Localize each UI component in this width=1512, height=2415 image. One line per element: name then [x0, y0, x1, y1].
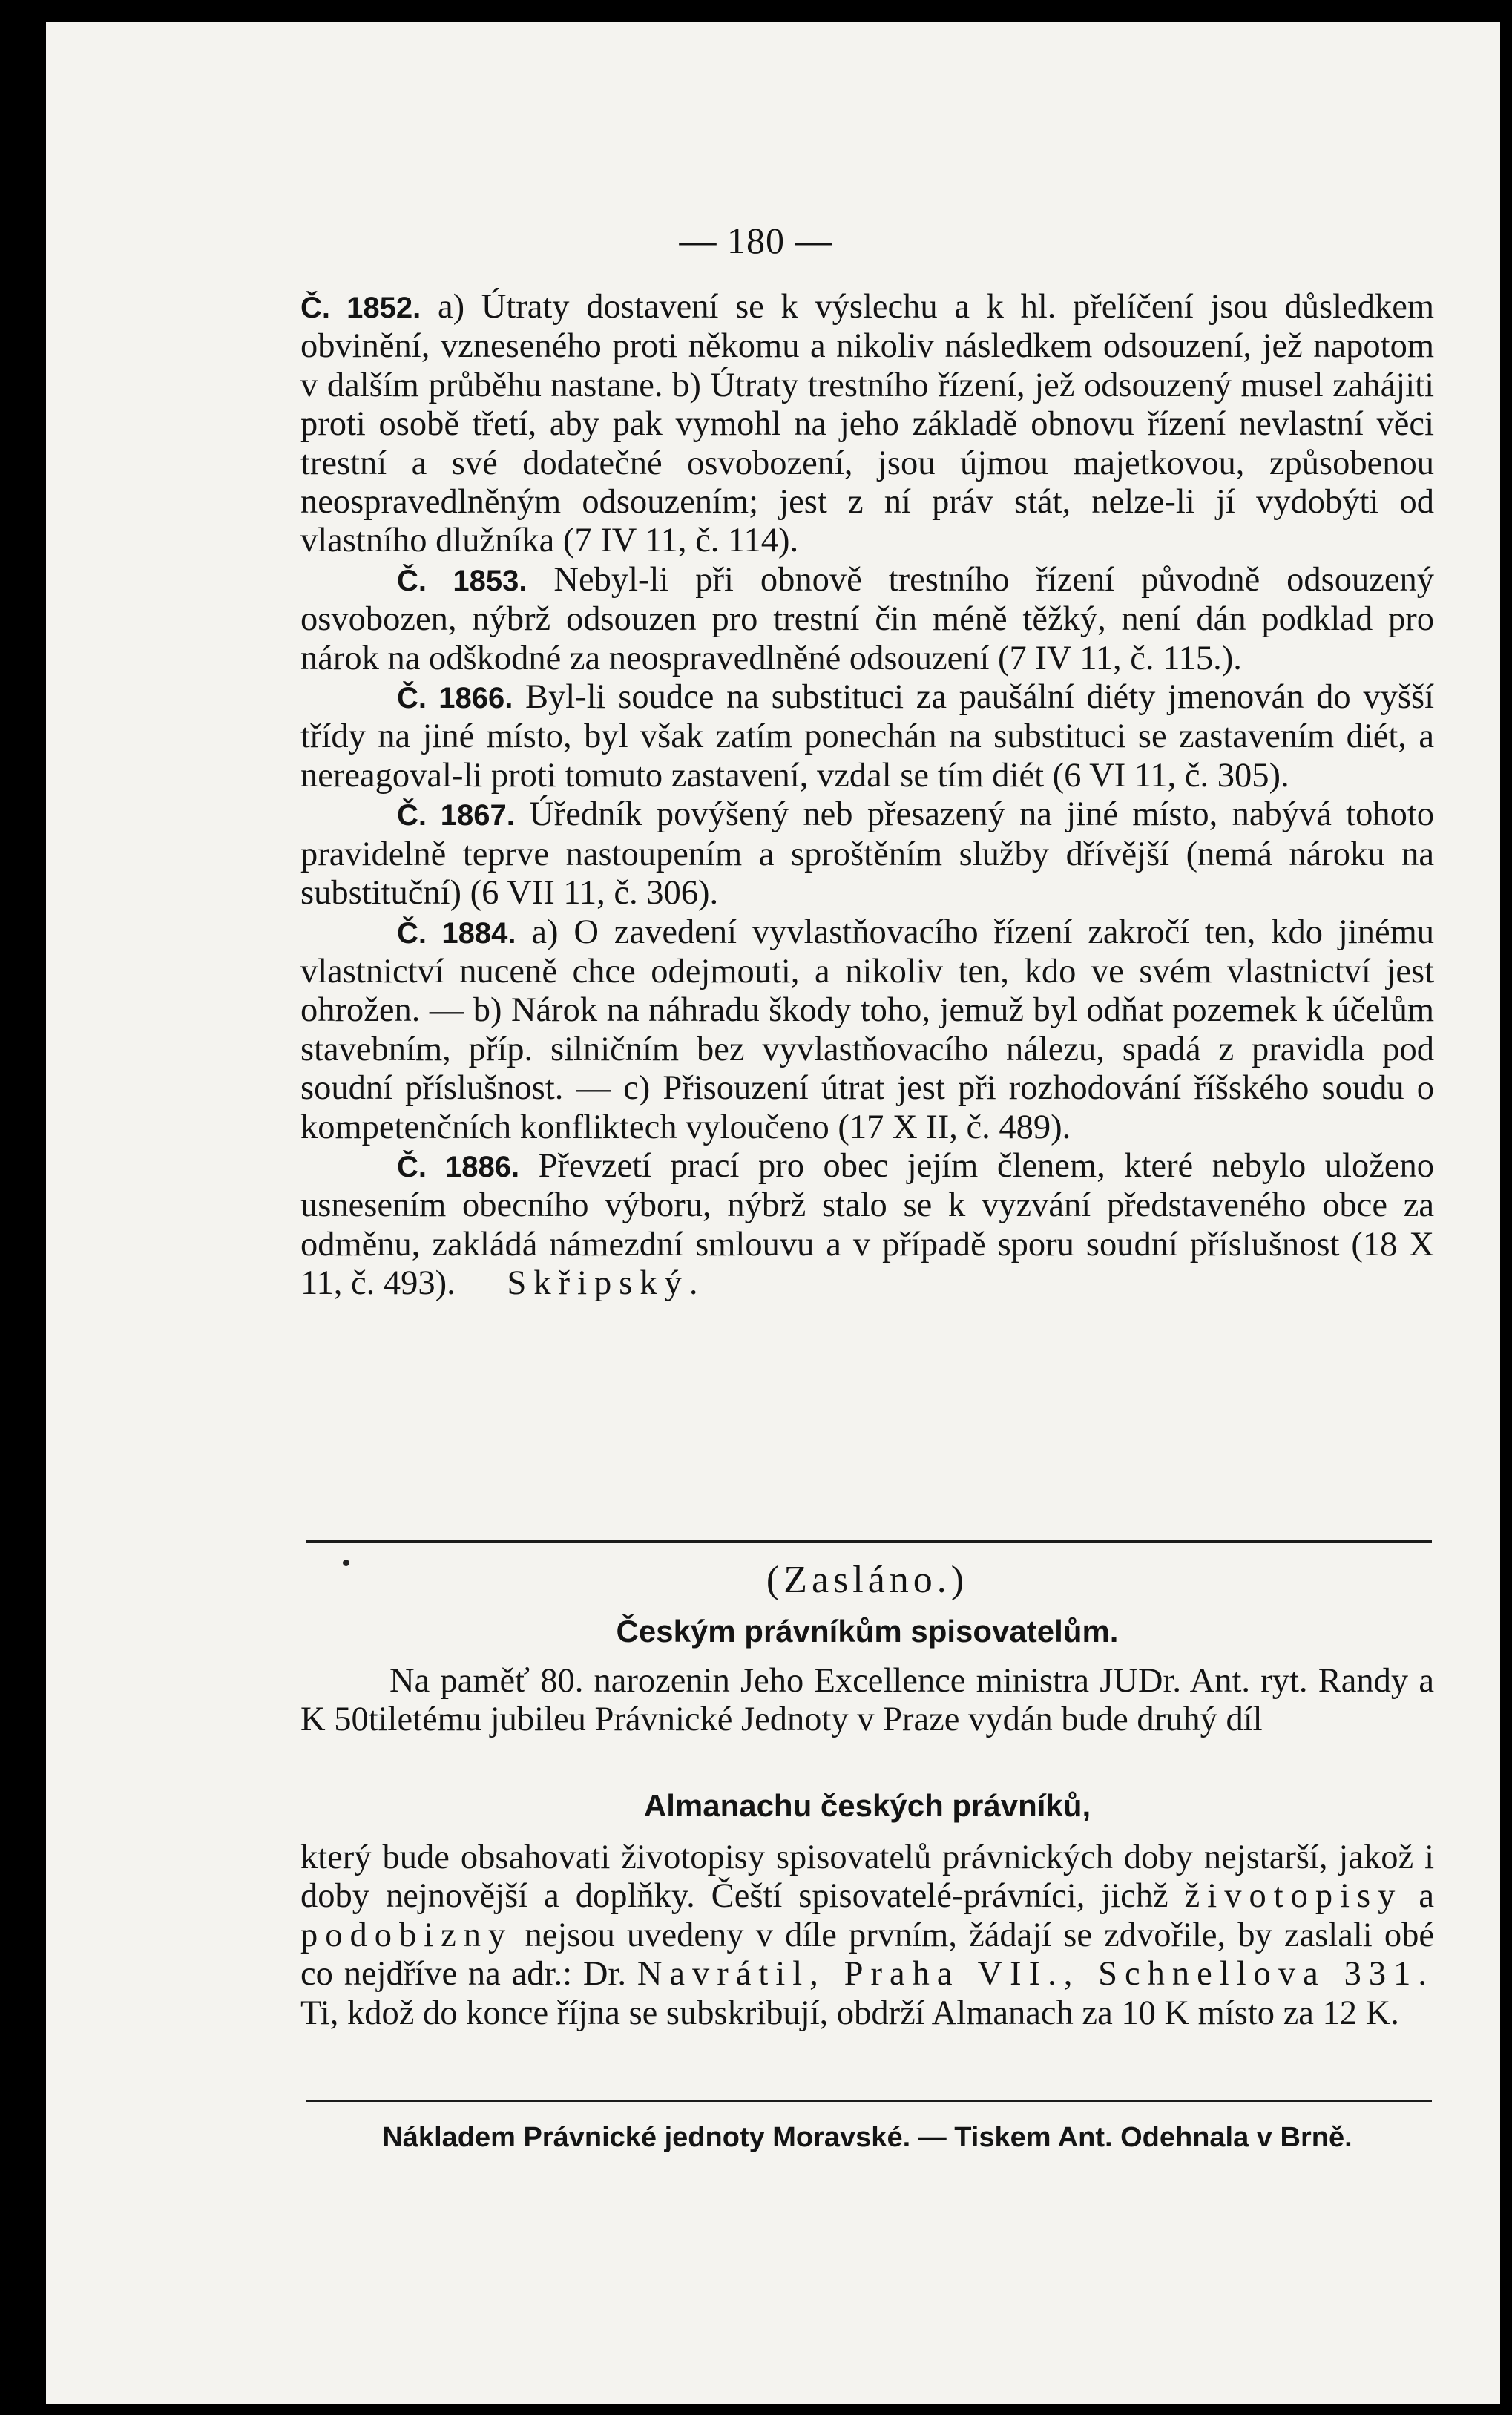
entry-1886	[300, 1147, 1434, 1304]
notice-title: (Zasláno.)	[766, 1559, 969, 1601]
spaced-word-zivotopisy: životopisy	[1184, 1877, 1403, 1916]
notice-body-4: Ti, kdož do konce října se subskribují, obdrží Almanach za 10 K místo za 12 K.	[300, 1994, 1399, 2032]
book-title: Almanachu českých právníků,	[643, 1788, 1091, 1823]
entry-text: a) Útraty dostavení se k výslechu a k hl. přelíčení jsou důsledkem obvinění, vzneseného proti někomu a nikoliv následkem odsouzení, jež napotom v dalším průběhu nastane. b) Útraty trestního řízení, jež odsouzený musel zahájiti proti osobě třetí, aby pak vymohl na jeho základě obnovu řízení nevlastní věci trestní a své dodatečné osvobození, jsou újmou majetkovou, způsobenou neospravedlněným odsouzením; jest z ní práv stát, nelze-li jí vydobýti od vlastního dlužníka (7 IV 11, č. 114).	[300, 288, 1435, 560]
author-signature: Skřipský.	[507, 1264, 706, 1303]
entry-ref: Č. 1884.	[397, 916, 516, 950]
entry-1866	[300, 678, 1434, 795]
notice-body-block	[300, 1839, 1434, 2033]
entry-text: Nebyl-li při obnově trestního řízení původně odsouzený osvobozen, nýbrž odsouzen pro trestní čin méně těžký, není dán podklad pro nárok na odškodné za neospravedlněné odsouzení (7 IV 11, č. 115.).	[300, 560, 1434, 677]
notice-subtitle: Českým právníkům spisovatelům.	[616, 1614, 1119, 1649]
entry-text: a) O zavedení vyvlastňovacího řízení zakročí ten, kdo jinému vlastnictví nuceně chce odejmouti, a nikoliv ten, kdo ve svém vlastnictví jest ohrožen. — b) Nárok na náhradu škody toho, jemuž byl odňat pozemek k účelům stavebním, příp. silničním bez vyvlastňovacího nálezu, spadá z pravidla pod soudní příslušnost. — c) Přisouzení útrat jest při rozhodování říšského soudu o kompetenčních konfliktech vyloučeno (17 X II, č. 489).	[300, 913, 1435, 1146]
entry-1853	[300, 561, 1434, 678]
notice-body	[300, 1839, 1434, 2033]
notice-intro-block	[300, 1662, 1434, 1740]
entry-ref: Č. 1866.	[397, 682, 513, 715]
entry-text: Byl-li soudce na substituci za paušální diéty jmenován do vyšší třídy na jiné místo, byl však zatím ponechán na substituci se zastavením diét, a nereagoval-li proti tomuto zastavení, vzdal se tím diét (6 VI 11, č. 305).	[300, 678, 1435, 795]
entry-1852	[300, 288, 1434, 561]
entry-text: Převzetí prací pro obec jejím členem, které nebylo uloženo usnesením obecního výboru, nýbrž stalo se k vyzvání představeného obce za odměnu, zakládá námezdní smlouvu a v případě sporu soudní příslušnost (18 X 11, č. 493).	[300, 1146, 1434, 1303]
notice-body-2: a	[1419, 1877, 1435, 1916]
notice-body-1: který bude obsahovati životopisy spisovatelů právnických doby nejstarší, jakož i doby nejnovější a doplňky. Čeští spisovatelé-právníci, jichž	[300, 1839, 1434, 1916]
entry-1884	[300, 913, 1434, 1147]
notice-body-3: nejsou uvedeny v díle prvním, žádají se zdvořile, by zaslali obé co nejdříve na adr.: Dr.	[300, 1916, 1434, 1994]
entry-text: Úředník povýšený neb přesazený na jiné místo, nabývá tohoto pravidelně teprve nastoupením a sproštěním služby dřívější (nemá nároku na substituční) (6 VII 11, č. 306).	[300, 795, 1434, 913]
notice-intro: Na paměť 80. narozenin Jeho Excellence ministra JUDr. Ant. ryt. Randy a K 50tiletému jubileu Právnické Jednoty v Praze vydán bude druhý díl	[300, 1662, 1434, 1739]
section-divider	[306, 1540, 1432, 1543]
spaced-word-podobizny: podobizny	[300, 1916, 513, 1954]
entry-ref: Č. 1886.	[397, 1150, 520, 1183]
entry-ref: Č. 1867.	[397, 799, 515, 832]
decisions-section	[300, 288, 1434, 1304]
footer-divider	[306, 2100, 1432, 2102]
contact-address: Navrátil, Praha VII., Schnellova 331.	[637, 1955, 1434, 1994]
entry-ref: Č. 1852.	[300, 292, 421, 324]
entry-ref: Č. 1853.	[397, 564, 527, 597]
page-number: — 180 —	[679, 220, 833, 261]
publisher-footer: Nákladem Právnické jednoty Moravské. — Tiskem Ant. Odehnala v Brně.	[382, 2122, 1352, 2153]
entry-1867	[300, 795, 1434, 913]
